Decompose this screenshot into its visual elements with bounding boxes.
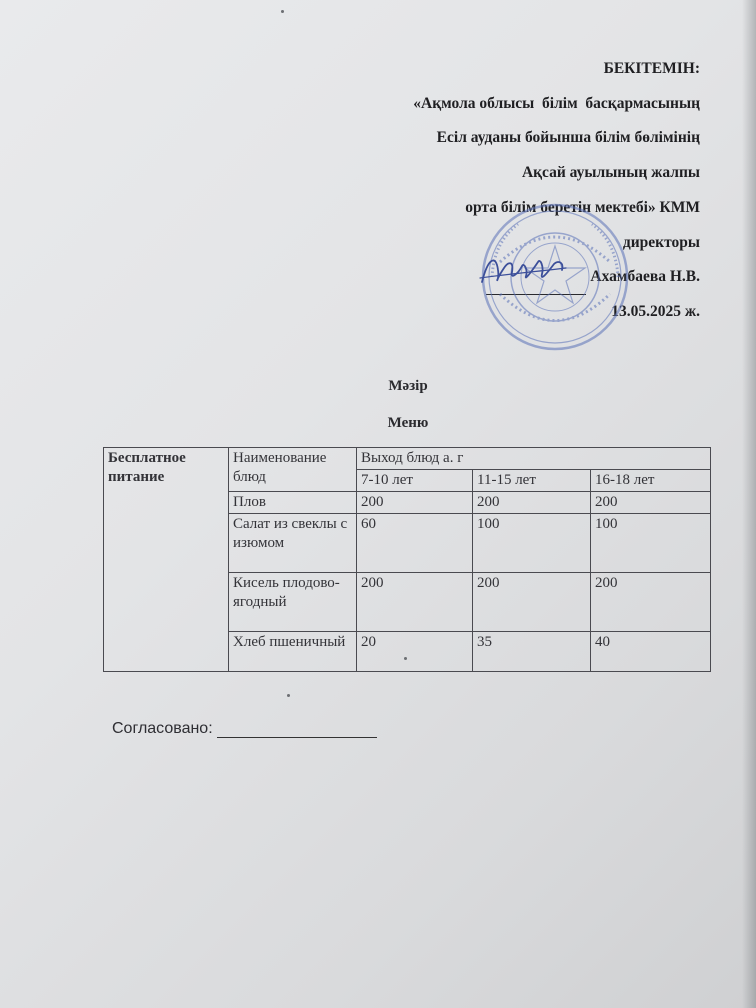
age-group-header: 16-18 лет bbox=[591, 470, 711, 492]
age-group-header: 11-15 лет bbox=[473, 470, 591, 492]
agreed-label: Согласовано: bbox=[112, 720, 213, 737]
page-edge-shadow bbox=[742, 0, 756, 1008]
signer-name: Ахамбаева Н.В. bbox=[590, 268, 700, 286]
approval-line-3: Ақсай ауылының жалпы bbox=[521, 164, 700, 182]
portion-value: 100 bbox=[473, 514, 591, 573]
paper-speck bbox=[281, 10, 284, 13]
menu-table bbox=[103, 447, 711, 672]
approval-heading: БЕКІТЕМІН: bbox=[603, 60, 700, 77]
approval-date: 13.05.2025 ж. bbox=[611, 302, 700, 320]
portion-value: 200 bbox=[473, 492, 591, 514]
dish-name: Хлеб пшеничный bbox=[229, 632, 357, 672]
output-header: Выход блюд а. г bbox=[357, 448, 711, 470]
portion-value: 200 bbox=[357, 573, 473, 632]
dish-name-header: Наименование блюд bbox=[229, 448, 357, 492]
portion-value: 20 bbox=[357, 632, 473, 672]
agreed-signature-line bbox=[217, 721, 377, 738]
portion-value: 100 bbox=[591, 514, 711, 573]
age-group-header: 7-10 лет bbox=[357, 470, 473, 492]
dish-name: Кисель плодово-ягодный bbox=[229, 573, 357, 632]
portion-value: 35 bbox=[473, 632, 591, 672]
approval-line-5: директоры bbox=[622, 233, 700, 251]
menu-title-ru: Меню bbox=[387, 415, 429, 431]
portion-value: 40 bbox=[591, 632, 711, 672]
dish-name: Плов bbox=[229, 492, 357, 514]
portion-value: 200 bbox=[473, 573, 591, 632]
paper-speck bbox=[404, 657, 407, 660]
agreed-row bbox=[112, 720, 377, 738]
free-meal-header: Бесплатное питание bbox=[104, 448, 229, 672]
table-header-row-1 bbox=[104, 448, 711, 470]
approval-line-4: орта білім беретін мектебі» КММ bbox=[465, 198, 700, 216]
portion-value: 200 bbox=[357, 492, 473, 514]
approval-line-1: «Ақмола облысы білім басқармасының bbox=[413, 94, 700, 112]
portion-value: 200 bbox=[591, 492, 711, 514]
paper-speck bbox=[287, 694, 290, 697]
approval-line-2: Есіл ауданы бойынша білім бөлімінің bbox=[436, 129, 700, 147]
dish-name: Салат из свеклы с изюмом bbox=[229, 514, 357, 573]
portion-value: 200 bbox=[591, 573, 711, 632]
handwritten-signature bbox=[478, 248, 568, 294]
portion-value: 60 bbox=[357, 514, 473, 573]
menu-title-kz: Мәзір bbox=[388, 378, 428, 394]
